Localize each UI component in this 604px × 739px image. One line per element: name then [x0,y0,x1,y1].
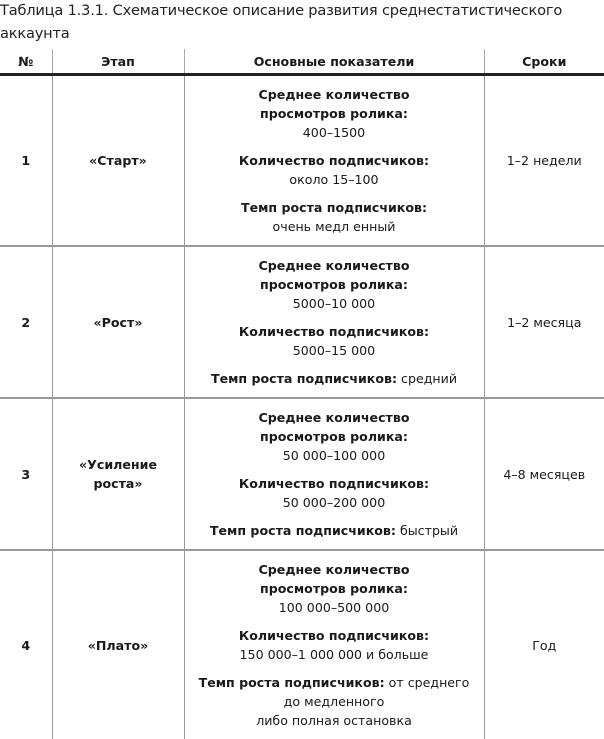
metric-value: 50 000–100 000 [282,448,386,463]
metric-label: Темп роста подписчиков: [240,200,428,215]
metric-subscribers [185,474,484,512]
row-number: 3 [0,398,52,550]
metric-label: просмотров ролика: [260,581,408,596]
row-number: 4 [21,637,31,653]
metric-subscribers [185,626,484,664]
metric-label: Темп роста подписчиков: [209,523,396,538]
metric-views [185,560,484,617]
metric-label: Темп роста подписчиков: [198,675,385,690]
row-metrics [184,550,484,739]
metric-value: 100 000–500 000 [278,600,390,615]
table-header-row [0,49,604,75]
metric-label: Среднее количество [258,87,410,102]
row-stage: «Рост» [52,246,184,398]
metric-views [185,256,484,313]
metric-label: Среднее количество [258,562,410,577]
row-term: Год [484,550,604,739]
metric-label: просмотров ролика: [260,106,408,121]
metric-value: быстрый [399,523,459,538]
header-stage: Этап [52,49,184,75]
row-stage-line: роста» [93,476,143,491]
header-metrics: Основные показатели [184,49,484,75]
metric-value: очень медл енный [272,219,396,234]
table-row [0,398,604,550]
table-row [0,246,604,398]
metric-value: 150 000–1 000 000 и больше [239,647,429,662]
metric-label: Количество подписчиков: [238,628,430,643]
header-number: № [0,49,52,75]
metric-views [185,408,484,465]
row-metrics [184,246,484,398]
row-stage [52,398,184,550]
row-term: 1–2 недели [484,75,604,247]
metric-growth [185,673,484,730]
metric-value: 50 000–200 000 [282,495,386,510]
metric-views [185,85,484,142]
metric-label: просмотров ролика: [260,277,408,292]
metric-value: около 15–100 [289,172,379,187]
metric-value: 5000–10 000 [292,296,376,311]
row-number: 1 [0,75,52,247]
row-stage: «Плато» [52,550,184,739]
metric-growth [185,369,484,388]
metric-label: Количество подписчиков: [238,153,430,168]
row-term: 4–8 месяцев [484,398,604,550]
metric-label: Количество подписчиков: [238,324,430,339]
row-term: 1–2 месяца [484,246,604,398]
account-development-table [0,49,604,739]
metric-value: от среднего [388,675,470,690]
metric-label: Среднее количество [258,410,410,425]
metric-label: Среднее количество [258,258,410,273]
row-number: 2 [0,246,52,398]
metric-label: Темп роста подписчиков: [210,371,398,386]
metric-value: 5000–15 000 [292,343,376,358]
metric-value: либо полная остановка [256,713,412,728]
metric-growth [185,198,484,236]
metric-value: 400–1500 [302,125,366,140]
metric-label: просмотров ролика: [260,429,408,444]
metric-label: Количество подписчиков: [238,476,430,491]
row-stage-line: «Усиление [79,457,157,472]
metric-subscribers [185,322,484,360]
metric-subscribers [185,151,484,189]
metric-value: до медленного [283,694,385,709]
header-term: Сроки [484,49,604,75]
table-row [0,75,604,247]
table-caption: Таблица 1.3.1. Схематическое описание развития среднестатистического аккаунта [0,2,563,42]
row-metrics [184,398,484,550]
metric-value: средний [401,371,458,386]
row-stage: «Старт» [52,75,184,247]
row-metrics [184,75,484,247]
metric-growth [185,521,484,540]
table-row [0,550,604,739]
